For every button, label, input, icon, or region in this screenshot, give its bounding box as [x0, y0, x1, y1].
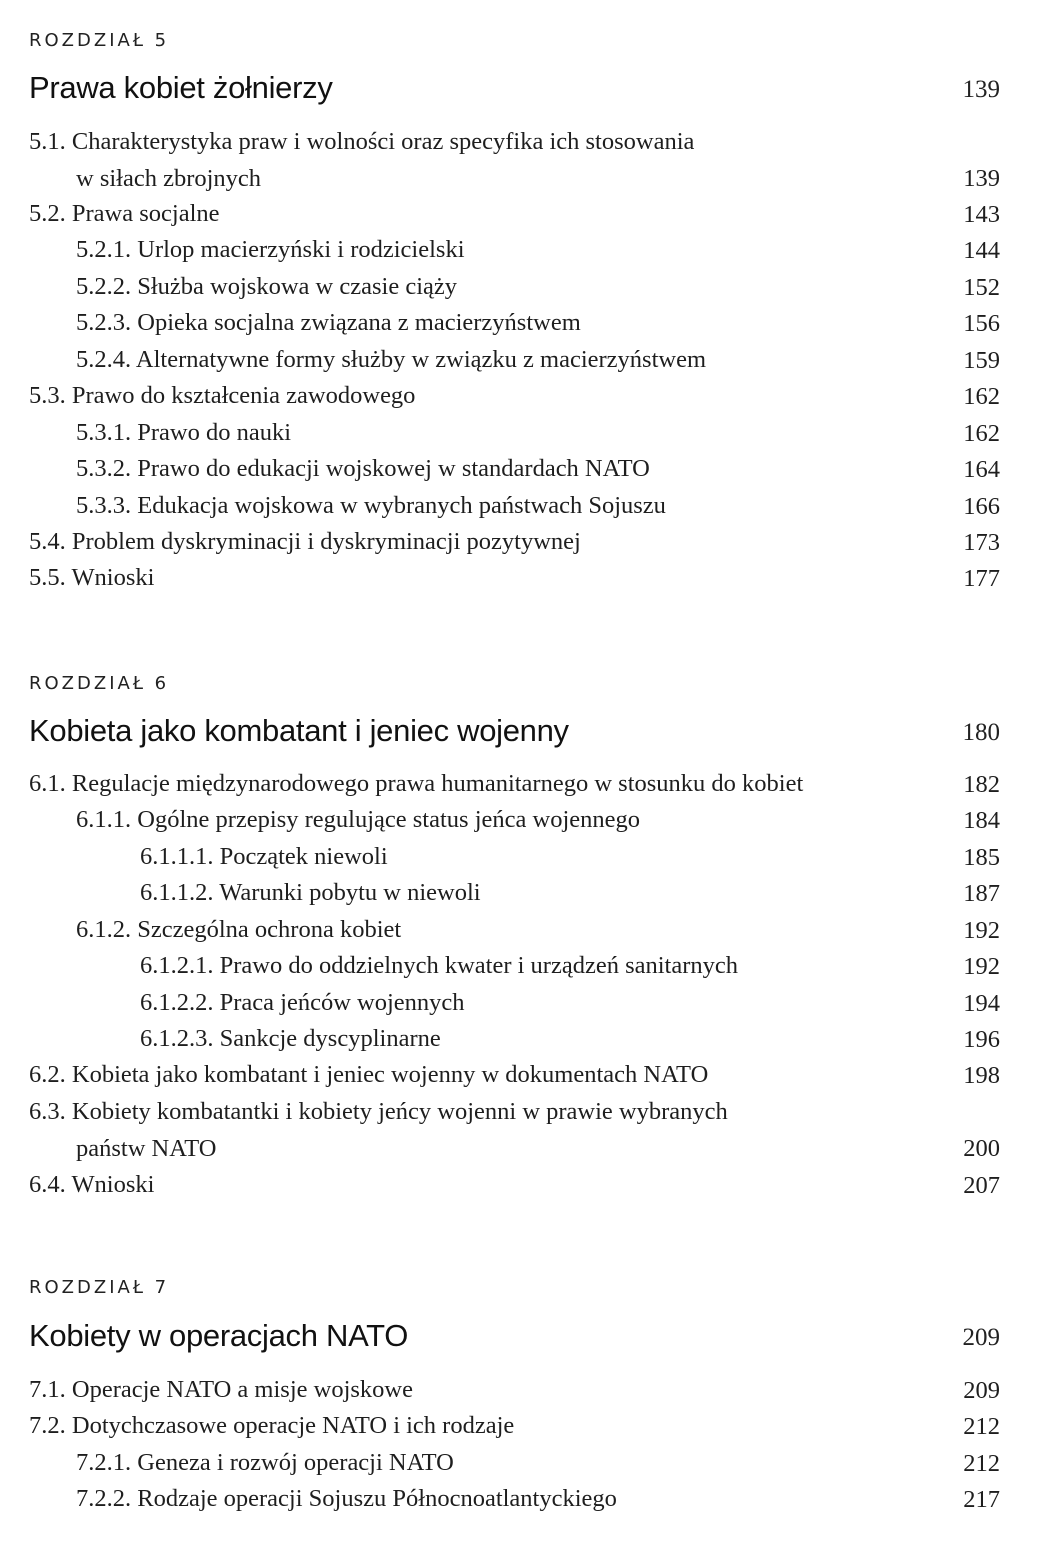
entry-title: Operacje NATO a misje wojskowe [71, 1376, 413, 1403]
entry-page-number: 200 [963, 1134, 1000, 1162]
entry-title: Edukacja wojskowa w wybranych państwach Sojuszu [137, 492, 666, 519]
entry-page-number: 152 [963, 273, 1000, 301]
chapter-title-row[interactable] [29, 1316, 1000, 1356]
entry-number: 6.1.2.1. [140, 952, 214, 979]
entry-page-number: 198 [963, 1061, 1000, 1089]
toc-entry[interactable] [29, 560, 1000, 597]
toc-entry[interactable] [29, 1408, 1000, 1445]
toc-entry[interactable] [29, 1445, 1000, 1482]
entry-number: 5.1. [29, 128, 66, 155]
entry-title-continuation: państw NATO [76, 1134, 217, 1162]
entry-page-number: 187 [963, 879, 1000, 907]
entry-number: 5.4. [29, 528, 66, 555]
entry-title: Prawo do edukacji wojskowej w standardach NATO [137, 455, 650, 482]
entry-number: 5.3.1. [76, 419, 132, 446]
chapter-page-number: 209 [962, 1324, 1000, 1351]
entry-page-number: 217 [963, 1485, 1000, 1513]
entry-page-number: 156 [963, 309, 1000, 337]
entry-number: 5.5. [29, 564, 66, 591]
toc-entry[interactable] [29, 488, 1000, 525]
entry-page-number: 173 [963, 528, 1000, 556]
toc-entry[interactable] [29, 415, 1000, 452]
toc-entry[interactable] [29, 196, 1000, 233]
toc-entry[interactable] [29, 839, 1000, 876]
toc-entry[interactable] [29, 1094, 1000, 1167]
entry-number: 5.2. [29, 200, 66, 227]
entry-title: Rodzaje operacji Sojuszu Północnoatlantyckiego [137, 1485, 617, 1512]
toc-entry[interactable] [29, 378, 1000, 415]
entry-number: 6.2. [29, 1061, 66, 1088]
entry-title: Kobiety kombatantki i kobiety jeńcy wojenni w prawie wybranych [71, 1098, 728, 1125]
entry-page-number: 143 [963, 200, 1000, 228]
entry-number: 6.1.1. [76, 806, 132, 833]
entry-number: 6.1.2.3. [140, 1025, 214, 1052]
entry-page-number: 164 [963, 455, 1000, 483]
entry-title: Warunki pobytu w niewoli [219, 879, 481, 906]
entry-title: Ogólne przepisy regulujące status jeńca wojennego [137, 806, 641, 833]
entry-title: Kobieta jako kombatant i jeniec wojenny w dokumentach NATO [71, 1061, 709, 1088]
entry-page-number: 192 [963, 952, 1000, 980]
entry-title: Praca jeńców wojennych [219, 989, 465, 1016]
toc-entry[interactable] [29, 269, 1000, 306]
chapter-page-number: 180 [962, 719, 1000, 746]
toc-entry[interactable] [29, 912, 1000, 949]
chapter-title-row[interactable] [29, 68, 1000, 108]
entry-page-number: 194 [963, 989, 1000, 1017]
entry-number: 6.1.2. [76, 916, 132, 943]
entry-title: Urlop macierzyński i rodzicielski [137, 236, 465, 263]
entry-page-number: 177 [963, 564, 1000, 592]
entry-number: 6.3. [29, 1098, 66, 1125]
toc-entry[interactable] [29, 232, 1000, 269]
chapter-label: ROZDZIAŁ 7 [29, 1277, 170, 1298]
entry-title: Początek niewoli [219, 843, 388, 870]
entry-title-continuation: w siłach zbrojnych [76, 164, 262, 192]
entry-number: 6.1. [29, 770, 66, 797]
entry-number: 7.2. [29, 1412, 66, 1439]
entry-number: 5.3.3. [76, 492, 132, 519]
entry-title: Wnioski [71, 1171, 155, 1198]
entry-page-number: 196 [963, 1025, 1000, 1053]
entry-number: 5.2.2. [76, 273, 132, 300]
entry-title: Prawo do kształcenia zawodowego [71, 382, 416, 409]
toc-entry[interactable] [29, 1057, 1000, 1094]
entry-number: 7.1. [29, 1376, 66, 1403]
chapter-title: Prawa kobiet żołnierzy [29, 70, 333, 105]
entry-number: 5.2.4. [76, 346, 132, 373]
entry-number: 6.1.1.2. [140, 879, 214, 906]
entry-title: Problem dyskryminacji i dyskryminacji pozytywnej [71, 528, 581, 555]
entry-page-number: 139 [963, 164, 1000, 192]
entry-title: Prawo do oddzielnych kwater i urządzeń sanitarnych [219, 952, 739, 979]
entry-title: Charakterystyka praw i wolności oraz specyfika ich stosowania [71, 128, 695, 155]
chapter-label: ROZDZIAŁ 5 [29, 30, 170, 51]
entry-page-number: 144 [963, 236, 1000, 264]
entry-title: Szczególna ochrona kobiet [137, 916, 402, 943]
entry-number: 6.1.1.1. [140, 843, 214, 870]
entry-page-number: 192 [963, 916, 1000, 944]
toc-entry[interactable] [29, 124, 1000, 197]
entry-title: Służba wojskowa w czasie ciąży [137, 273, 457, 300]
entry-page-number: 162 [963, 382, 1000, 410]
entry-title: Sankcje dyscyplinarne [219, 1025, 441, 1052]
entry-page-number: 184 [963, 806, 1000, 834]
toc-entry[interactable] [29, 802, 1000, 839]
entry-page-number: 207 [963, 1171, 1000, 1199]
entry-title: Prawo do nauki [137, 419, 292, 446]
entry-number: 5.2.3. [76, 309, 132, 336]
entry-number: 5.2.1. [76, 236, 132, 263]
toc-entry[interactable] [29, 451, 1000, 488]
toc-entry[interactable] [29, 948, 1000, 985]
entry-title: Geneza i rozwój operacji NATO [137, 1449, 454, 1476]
entry-number: 6.4. [29, 1171, 66, 1198]
toc-entry[interactable] [29, 875, 1000, 912]
chapter-label: ROZDZIAŁ 6 [29, 673, 170, 694]
entry-title: Dotychczasowe operacje NATO i ich rodzaje [71, 1412, 515, 1439]
toc-entry[interactable] [29, 1167, 1000, 1204]
chapter-page-number: 139 [962, 76, 1000, 103]
entry-number: 6.1.2.2. [140, 989, 214, 1016]
entry-page-number: 182 [963, 770, 1000, 798]
entry-page-number: 159 [963, 346, 1000, 374]
toc-entry[interactable] [29, 305, 1000, 342]
toc-entry[interactable] [29, 1481, 1000, 1518]
entry-page-number: 166 [963, 492, 1000, 520]
toc-entry[interactable] [29, 1021, 1000, 1058]
toc-entry[interactable] [29, 342, 1000, 379]
entry-number: 5.3. [29, 382, 66, 409]
entry-title: Prawa socjalne [71, 200, 220, 227]
entry-title: Wnioski [71, 564, 155, 591]
entry-page-number: 212 [963, 1412, 1000, 1440]
chapter-title: Kobieta jako kombatant i jeniec wojenny [29, 713, 569, 748]
entry-page-number: 185 [963, 843, 1000, 871]
toc-entry[interactable] [29, 985, 1000, 1022]
toc-entry[interactable] [29, 766, 1000, 803]
entry-page-number: 212 [963, 1449, 1000, 1477]
entry-number: 7.2.1. [76, 1449, 132, 1476]
chapter-title-row[interactable] [29, 711, 1000, 751]
entry-title: Regulacje międzynarodowego prawa humanitarnego w stosunku do kobiet [71, 770, 804, 797]
toc-entry[interactable] [29, 1372, 1000, 1409]
entry-page-number: 162 [963, 419, 1000, 447]
entry-number: 7.2.2. [76, 1485, 132, 1512]
entry-title: Opieka socjalna związana z macierzyństwem [137, 309, 581, 336]
toc-entry[interactable] [29, 524, 1000, 561]
entry-number: 5.3.2. [76, 455, 132, 482]
entry-title: Alternatywne formy służby w związku z macierzyństwem [135, 346, 707, 373]
chapter-title: Kobiety w operacjach NATO [29, 1318, 409, 1353]
entry-page-number: 209 [963, 1376, 1000, 1404]
